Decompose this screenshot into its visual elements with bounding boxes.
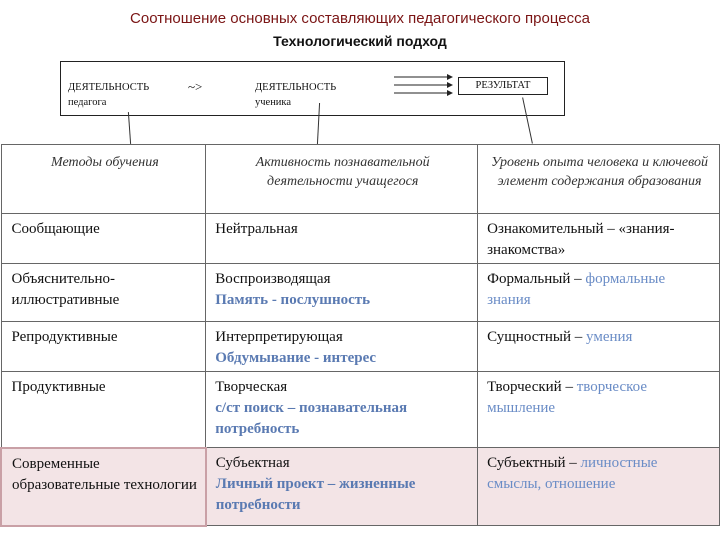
student-activity-label: ДЕЯТЕЛЬНОСТЬ ученика xyxy=(255,82,337,108)
teacher-activity-label: ДЕЯТЕЛЬНОСТЬ педагога xyxy=(68,82,150,108)
method-cell: Репродуктивные xyxy=(1,322,206,372)
result-box: РЕЗУЛЬТАТ xyxy=(458,77,548,95)
table-row xyxy=(1,214,720,264)
method-cell: Сообщающие xyxy=(1,214,206,264)
activity-cell: Субъектная Личный проект – жизненные потребности xyxy=(206,448,478,526)
level-cell: Творческий – творческое мышление xyxy=(478,372,720,448)
activity-cell: Нейтральная xyxy=(206,214,478,264)
activity-cell: Творческая с/ст поиск – познавательная потребность xyxy=(206,372,478,448)
activity-cell: Воспроизводящая Память - послушность xyxy=(206,264,478,322)
method-cell: Объяснительно-иллюстративные xyxy=(1,264,206,322)
header-level: Уровень опыта человека и ключевой элемент содержания образования xyxy=(478,145,720,214)
level-cell: Формальный – формальные знания xyxy=(478,264,720,322)
level-cell: Сущностный – умения xyxy=(478,322,720,372)
table-row xyxy=(1,372,720,448)
header-methods: Методы обучения xyxy=(1,145,206,214)
process-arrow: ~> xyxy=(188,79,203,94)
table-row xyxy=(1,448,720,526)
table-header-row xyxy=(1,145,720,214)
header-activity: Активность познавательной деятельности учащегося xyxy=(206,145,478,214)
method-cell: Современные образовательные технологии xyxy=(1,448,206,526)
result-arrows-icon xyxy=(392,72,458,102)
level-cell: Ознакомительный – «знания-знакомства» xyxy=(478,214,720,264)
level-cell: Субъектный – личностные смыслы, отношение xyxy=(478,448,720,526)
comparison-table xyxy=(0,144,720,527)
page-subtitle: Технологический подход xyxy=(273,33,447,49)
page-title: Соотношение основных составляющих педагогического процесса xyxy=(130,10,590,27)
method-cell: Продуктивные xyxy=(1,372,206,448)
table-row xyxy=(1,264,720,322)
connector-line xyxy=(128,112,131,144)
activity-cell: Интерпретирующая Обдумывание - интерес xyxy=(206,322,478,372)
table-row xyxy=(1,322,720,372)
